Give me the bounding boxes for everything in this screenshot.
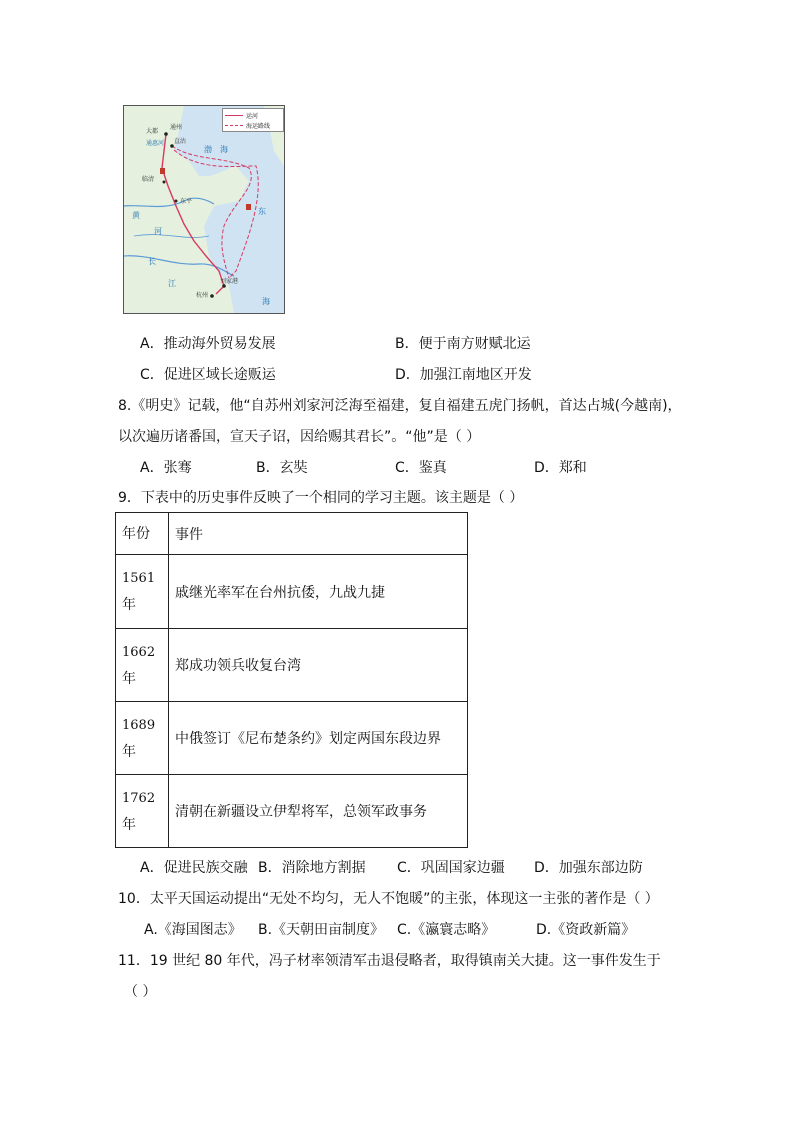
label-huang: 黄 (132, 211, 140, 220)
q8-option-c[interactable]: C．鉴真 (395, 460, 447, 476)
label-tonghuihe: 通惠河 (146, 140, 165, 147)
q8-option-d[interactable]: D．郑和 (534, 460, 587, 476)
row-event: 郑成功领兵收复台湾 (169, 629, 468, 702)
row-year: 1689 (122, 717, 156, 733)
q10-stem: 10．太平天国运动提出“无处不均匀，无人不饱暖”的主张，体现这一主张的著作是（ ） (118, 891, 659, 907)
legend-sea-route: 海运路线 (246, 123, 271, 130)
q10-option-b[interactable]: B.《天朝田亩制度》 (258, 922, 385, 938)
city-dot (163, 181, 166, 184)
row-event: 中俄签订《尼布楚条约》划定两国东段边界 (169, 702, 468, 775)
row-year-unit: 年 (122, 816, 136, 833)
q9-option-b[interactable]: B．消除地方割据 (258, 860, 366, 876)
q8-stem-line2: 以次遍历诸番国，宣天子诏，因给赐其君长”。“他”是（ ） (118, 429, 481, 445)
table-row (116, 775, 468, 848)
label-dongping: 东平 (180, 198, 193, 205)
row-year-cell (116, 555, 169, 629)
row-year-cell (116, 702, 169, 775)
q7-option-a[interactable]: A．推动海外贸易发展 (140, 336, 276, 352)
q7-option-d[interactable]: D．加强江南地区开发 (395, 367, 532, 383)
table-row (116, 702, 468, 775)
q9-option-c[interactable]: C．巩固国家边疆 (397, 860, 505, 876)
row-event: 清朝在新疆设立伊犁将军，总领军政事务 (169, 775, 468, 848)
yellow-river (124, 198, 214, 206)
label-zhigu: 直沽 (174, 138, 187, 145)
events-table (115, 512, 468, 848)
q8-option-a[interactable]: A．张骞 (140, 460, 192, 476)
legend-canal: 运河 (246, 113, 259, 120)
q10-option-a[interactable]: A.《海国图志》 (144, 922, 242, 938)
label-donghai-1: 东 (258, 207, 266, 216)
row-year: 1561 (122, 571, 156, 586)
ship-mark (160, 168, 165, 174)
label-linqing: 临清 (142, 176, 155, 183)
row-year-cell (116, 629, 169, 702)
table-header-row (116, 513, 468, 555)
label-bohai-2: 海 (220, 145, 228, 154)
q9-option-d[interactable]: D．加强东部边防 (534, 860, 643, 876)
row-year-unit: 年 (122, 597, 136, 613)
label-bohai-1: 渤 (204, 145, 212, 154)
sea-route-legend-swatch (225, 125, 243, 126)
label-he: 河 (154, 227, 162, 236)
label-hangzhou: 杭州 (196, 292, 209, 299)
label-liujiagang: 刘家港 (220, 278, 239, 285)
row-event: 戚继光率军在台州抗倭，九战九捷 (169, 555, 468, 629)
label-chang: 长 (148, 257, 156, 266)
q8-stem-line1: 8.《明史》记载，他“自苏州刘家河泛海至福建，复自福建五虎门扬帆，首达占城(今越南)， (118, 398, 682, 414)
q7-option-c[interactable]: C．促进区域长途贩运 (140, 367, 276, 383)
huai-river (134, 235, 209, 238)
city-dot (164, 132, 168, 136)
ship-mark (246, 204, 251, 210)
q9-stem: 9．下表中的历史事件反映了一个相同的学习主题。该主题是（ ） (118, 490, 524, 506)
q10-option-c[interactable]: C.《瀛寰志略》 (397, 922, 496, 938)
q10-option-d[interactable]: D.《资政新篇》 (536, 922, 636, 938)
table-row (116, 629, 468, 702)
label-dadu: 大都 (146, 128, 159, 135)
row-year: 1662 (122, 644, 156, 660)
row-year-unit: 年 (122, 743, 136, 760)
label-jiang: 江 (168, 279, 176, 288)
q9-option-a[interactable]: A．促进民族交融 (140, 860, 248, 876)
table-row (116, 555, 468, 629)
row-year: 1762 (122, 790, 156, 806)
city-dot (210, 294, 214, 298)
canal-legend-swatch (225, 115, 243, 116)
city-dot (175, 200, 178, 203)
label-tongzhou: 通州 (170, 124, 183, 131)
row-year-cell (116, 775, 169, 848)
q11-stem-line2: （ ） (124, 984, 157, 1000)
label-donghai-2: 海 (262, 297, 270, 306)
grand-canal-map (123, 105, 285, 314)
q8-option-b[interactable]: B．玄奘 (256, 460, 308, 476)
header-event: 事件 (169, 513, 468, 555)
q11-stem-line1: 11．19 世纪 80 年代，冯子材率领清军击退侵略者，取得镇南关大捷。这一事件发生于 (118, 953, 661, 969)
map-legend (222, 108, 284, 132)
header-year: 年份 (116, 513, 169, 555)
q7-option-b[interactable]: B．便于南方财赋北运 (395, 336, 531, 352)
row-year-unit: 年 (122, 670, 136, 687)
